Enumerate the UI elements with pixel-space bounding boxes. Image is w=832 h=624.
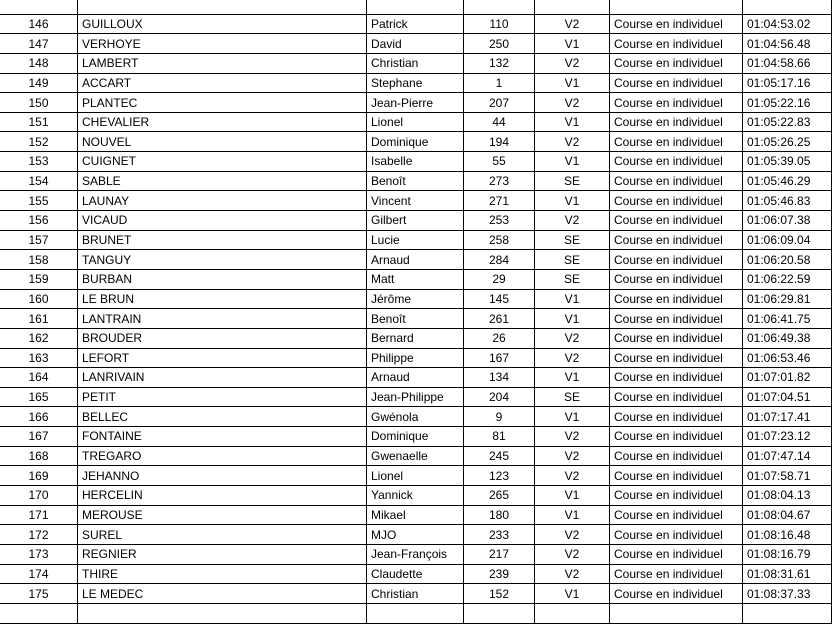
first-name-cell: Claudette bbox=[367, 564, 464, 584]
bib-number-cell: 44 bbox=[464, 112, 535, 132]
course-cell: Course en individuel bbox=[610, 466, 743, 486]
first-name-cell: Arnaud bbox=[367, 250, 464, 270]
category-cell: SE bbox=[535, 250, 610, 270]
last-name-cell: LAUNAY bbox=[78, 191, 367, 211]
last-name-cell: HERCELIN bbox=[78, 486, 367, 506]
category-cell: V2 bbox=[535, 53, 610, 73]
time-cell: 01:04:58.66 bbox=[743, 53, 832, 73]
last-name-cell: LE MEDEC bbox=[78, 584, 367, 604]
table-row bbox=[0, 14, 832, 34]
bib-number-cell: 284 bbox=[464, 250, 535, 270]
category-cell: V2 bbox=[535, 427, 610, 447]
time-cell: 01:08:16.79 bbox=[743, 544, 832, 564]
first-name-cell: Lionel bbox=[367, 466, 464, 486]
category-cell: V2 bbox=[535, 14, 610, 34]
table-row bbox=[0, 584, 832, 604]
category-cell: V2 bbox=[535, 132, 610, 152]
first-name-cell: Arnaud bbox=[367, 368, 464, 388]
last-name-cell: VERHOYE bbox=[78, 34, 367, 54]
first-name-cell: Philippe bbox=[367, 348, 464, 368]
category-cell: V1 bbox=[535, 289, 610, 309]
course-cell: Course en individuel bbox=[610, 309, 743, 329]
rank-cell: 170 bbox=[0, 486, 78, 506]
bib-number-cell: 132 bbox=[464, 53, 535, 73]
rank-cell: 164 bbox=[0, 368, 78, 388]
table-row bbox=[0, 525, 832, 545]
bib-number-cell: 81 bbox=[464, 427, 535, 447]
course-cell: Course en individuel bbox=[610, 14, 743, 34]
course-cell: Course en individuel bbox=[610, 407, 743, 427]
course-cell: Course en individuel bbox=[610, 525, 743, 545]
table-row bbox=[0, 112, 832, 132]
time-cell: 01:05:17.16 bbox=[743, 73, 832, 93]
time-cell: 01:07:23.12 bbox=[743, 427, 832, 447]
rank-cell: 152 bbox=[0, 132, 78, 152]
first-name-cell: Lucie bbox=[367, 230, 464, 250]
rank-cell: 149 bbox=[0, 73, 78, 93]
last-name-cell: REGNIER bbox=[78, 544, 367, 564]
category-cell: V2 bbox=[535, 348, 610, 368]
table-row bbox=[0, 93, 832, 113]
course-cell: Course en individuel bbox=[610, 328, 743, 348]
table-row bbox=[0, 544, 832, 564]
rank-cell: 174 bbox=[0, 564, 78, 584]
last-name-cell: BRUNET bbox=[78, 230, 367, 250]
first-name-cell: David bbox=[367, 34, 464, 54]
bib-number-cell: 250 bbox=[464, 34, 535, 54]
time-cell: 01:06:53.46 bbox=[743, 348, 832, 368]
rank-cell: 173 bbox=[0, 544, 78, 564]
course-cell bbox=[610, 0, 743, 14]
category-cell: SE bbox=[535, 171, 610, 191]
table-row bbox=[0, 564, 832, 584]
time-cell: 01:06:49.38 bbox=[743, 328, 832, 348]
rank-cell: 171 bbox=[0, 505, 78, 525]
bib-number-cell: 245 bbox=[464, 446, 535, 466]
course-cell: Course en individuel bbox=[610, 34, 743, 54]
first-name-cell: Isabelle bbox=[367, 152, 464, 172]
time-cell: 01:05:22.16 bbox=[743, 93, 832, 113]
bib-number-cell: 55 bbox=[464, 152, 535, 172]
bib-number-cell: 145 bbox=[464, 289, 535, 309]
time-cell: 01:04:56.48 bbox=[743, 34, 832, 54]
time-cell: 01:06:20.58 bbox=[743, 250, 832, 270]
course-cell: Course en individuel bbox=[610, 112, 743, 132]
first-name-cell: Matt bbox=[367, 269, 464, 289]
table-row bbox=[0, 0, 832, 14]
rank-cell: 151 bbox=[0, 112, 78, 132]
rank-cell: 175 bbox=[0, 584, 78, 604]
table-row bbox=[0, 53, 832, 73]
table-row bbox=[0, 387, 832, 407]
first-name-cell: Gwenaelle bbox=[367, 446, 464, 466]
rank-cell: 166 bbox=[0, 407, 78, 427]
category-cell: V2 bbox=[535, 446, 610, 466]
time-cell: 01:06:41.75 bbox=[743, 309, 832, 329]
first-name-cell: Benoît bbox=[367, 309, 464, 329]
first-name-cell: Jérôme bbox=[367, 289, 464, 309]
bib-number-cell: 261 bbox=[464, 309, 535, 329]
time-cell: 01:07:47.14 bbox=[743, 446, 832, 466]
time-cell: 01:07:01.82 bbox=[743, 368, 832, 388]
first-name-cell: Bernard bbox=[367, 328, 464, 348]
table-row bbox=[0, 269, 832, 289]
rank-cell: 169 bbox=[0, 466, 78, 486]
time-cell: 01:07:58.71 bbox=[743, 466, 832, 486]
rank-cell: 155 bbox=[0, 191, 78, 211]
table-row bbox=[0, 309, 832, 329]
table-row bbox=[0, 407, 832, 427]
table-row bbox=[0, 211, 832, 231]
category-cell: SE bbox=[535, 269, 610, 289]
first-name-cell bbox=[367, 603, 464, 623]
first-name-cell: Benoît bbox=[367, 171, 464, 191]
last-name-cell: GUILLOUX bbox=[78, 14, 367, 34]
category-cell: V1 bbox=[535, 505, 610, 525]
last-name-cell: MEROUSE bbox=[78, 505, 367, 525]
time-cell: 01:06:29.81 bbox=[743, 289, 832, 309]
category-cell: V1 bbox=[535, 112, 610, 132]
first-name-cell: MJO bbox=[367, 525, 464, 545]
bib-number-cell bbox=[464, 0, 535, 14]
table-row bbox=[0, 34, 832, 54]
last-name-cell: SABLE bbox=[78, 171, 367, 191]
bib-number-cell: 29 bbox=[464, 269, 535, 289]
last-name-cell: BURBAN bbox=[78, 269, 367, 289]
bib-number-cell: 180 bbox=[464, 505, 535, 525]
rank-cell: 153 bbox=[0, 152, 78, 172]
time-cell: 01:05:26.25 bbox=[743, 132, 832, 152]
rank-cell: 157 bbox=[0, 230, 78, 250]
bib-number-cell: 152 bbox=[464, 584, 535, 604]
category-cell: V2 bbox=[535, 544, 610, 564]
course-cell: Course en individuel bbox=[610, 191, 743, 211]
table-row bbox=[0, 603, 832, 623]
last-name-cell: CUIGNET bbox=[78, 152, 367, 172]
first-name-cell bbox=[367, 0, 464, 14]
bib-number-cell: 253 bbox=[464, 211, 535, 231]
first-name-cell: Gwénola bbox=[367, 407, 464, 427]
first-name-cell: Gilbert bbox=[367, 211, 464, 231]
table-row bbox=[0, 446, 832, 466]
time-cell: 01:05:46.29 bbox=[743, 171, 832, 191]
table-row bbox=[0, 289, 832, 309]
category-cell: SE bbox=[535, 230, 610, 250]
last-name-cell: JEHANNO bbox=[78, 466, 367, 486]
last-name-cell: TREGARO bbox=[78, 446, 367, 466]
time-cell: 01:08:04.13 bbox=[743, 486, 832, 506]
table-row bbox=[0, 486, 832, 506]
first-name-cell: Jean-François bbox=[367, 544, 464, 564]
first-name-cell: Yannick bbox=[367, 486, 464, 506]
category-cell: V1 bbox=[535, 368, 610, 388]
bib-number-cell: 204 bbox=[464, 387, 535, 407]
last-name-cell: FONTAINE bbox=[78, 427, 367, 447]
time-cell bbox=[743, 0, 832, 14]
category-cell: V1 bbox=[535, 73, 610, 93]
category-cell: V1 bbox=[535, 584, 610, 604]
bib-number-cell: 26 bbox=[464, 328, 535, 348]
last-name-cell: BROUDER bbox=[78, 328, 367, 348]
rank-cell: 158 bbox=[0, 250, 78, 270]
table-row bbox=[0, 132, 832, 152]
table-row bbox=[0, 348, 832, 368]
first-name-cell: Stephane bbox=[367, 73, 464, 93]
course-cell: Course en individuel bbox=[610, 230, 743, 250]
time-cell: 01:07:17.41 bbox=[743, 407, 832, 427]
time-cell: 01:06:22.59 bbox=[743, 269, 832, 289]
bib-number-cell: 239 bbox=[464, 564, 535, 584]
category-cell bbox=[535, 603, 610, 623]
bib-number-cell: 134 bbox=[464, 368, 535, 388]
course-cell: Course en individuel bbox=[610, 53, 743, 73]
course-cell: Course en individuel bbox=[610, 348, 743, 368]
course-cell: Course en individuel bbox=[610, 211, 743, 231]
last-name-cell: SUREL bbox=[78, 525, 367, 545]
table-row bbox=[0, 171, 832, 191]
last-name-cell: THIRE bbox=[78, 564, 367, 584]
rank-cell: 150 bbox=[0, 93, 78, 113]
table-row bbox=[0, 328, 832, 348]
rank-cell: 146 bbox=[0, 14, 78, 34]
last-name-cell bbox=[78, 0, 367, 14]
first-name-cell: Jean-Philippe bbox=[367, 387, 464, 407]
rank-cell: 156 bbox=[0, 211, 78, 231]
table-row bbox=[0, 505, 832, 525]
category-cell: V2 bbox=[535, 328, 610, 348]
course-cell: Course en individuel bbox=[610, 289, 743, 309]
time-cell bbox=[743, 603, 832, 623]
bib-number-cell: 233 bbox=[464, 525, 535, 545]
first-name-cell: Dominique bbox=[367, 132, 464, 152]
category-cell: V2 bbox=[535, 93, 610, 113]
time-cell: 01:08:16.48 bbox=[743, 525, 832, 545]
category-cell: SE bbox=[535, 387, 610, 407]
time-cell: 01:08:31.61 bbox=[743, 564, 832, 584]
rank-cell: 154 bbox=[0, 171, 78, 191]
bib-number-cell: 207 bbox=[464, 93, 535, 113]
first-name-cell: Mikael bbox=[367, 505, 464, 525]
table-row bbox=[0, 152, 832, 172]
category-cell: V1 bbox=[535, 486, 610, 506]
course-cell: Course en individuel bbox=[610, 486, 743, 506]
course-cell: Course en individuel bbox=[610, 152, 743, 172]
course-cell: Course en individuel bbox=[610, 564, 743, 584]
course-cell: Course en individuel bbox=[610, 171, 743, 191]
last-name-cell: LANTRAIN bbox=[78, 309, 367, 329]
table-row bbox=[0, 73, 832, 93]
bib-number-cell: 9 bbox=[464, 407, 535, 427]
last-name-cell: PLANTEC bbox=[78, 93, 367, 113]
table-row bbox=[0, 191, 832, 211]
rank-cell: 167 bbox=[0, 427, 78, 447]
table-row bbox=[0, 230, 832, 250]
category-cell: V2 bbox=[535, 211, 610, 231]
category-cell: V2 bbox=[535, 466, 610, 486]
rank-cell: 147 bbox=[0, 34, 78, 54]
course-cell: Course en individuel bbox=[610, 427, 743, 447]
table-row bbox=[0, 466, 832, 486]
last-name-cell: NOUVEL bbox=[78, 132, 367, 152]
time-cell: 01:06:07.38 bbox=[743, 211, 832, 231]
rank-cell: 168 bbox=[0, 446, 78, 466]
table-row bbox=[0, 368, 832, 388]
category-cell: V2 bbox=[535, 564, 610, 584]
course-cell: Course en individuel bbox=[610, 250, 743, 270]
category-cell: V1 bbox=[535, 309, 610, 329]
first-name-cell: Christian bbox=[367, 584, 464, 604]
bib-number-cell: 271 bbox=[464, 191, 535, 211]
last-name-cell bbox=[78, 603, 367, 623]
rank-cell: 165 bbox=[0, 387, 78, 407]
bib-number-cell: 217 bbox=[464, 544, 535, 564]
bib-number-cell: 110 bbox=[464, 14, 535, 34]
last-name-cell: TANGUY bbox=[78, 250, 367, 270]
rank-cell bbox=[0, 603, 78, 623]
course-cell: Course en individuel bbox=[610, 269, 743, 289]
course-cell: Course en individuel bbox=[610, 387, 743, 407]
course-cell: Course en individuel bbox=[610, 368, 743, 388]
table-row bbox=[0, 250, 832, 270]
rank-cell: 159 bbox=[0, 269, 78, 289]
bib-number-cell: 265 bbox=[464, 486, 535, 506]
last-name-cell: LEFORT bbox=[78, 348, 367, 368]
last-name-cell: BELLEC bbox=[78, 407, 367, 427]
last-name-cell: ACCART bbox=[78, 73, 367, 93]
course-cell: Course en individuel bbox=[610, 73, 743, 93]
time-cell: 01:07:04.51 bbox=[743, 387, 832, 407]
rank-cell bbox=[0, 0, 78, 14]
time-cell: 01:08:04.67 bbox=[743, 505, 832, 525]
bib-number-cell: 194 bbox=[464, 132, 535, 152]
rank-cell: 163 bbox=[0, 348, 78, 368]
category-cell: V1 bbox=[535, 191, 610, 211]
bib-number-cell: 258 bbox=[464, 230, 535, 250]
last-name-cell: LAMBERT bbox=[78, 53, 367, 73]
last-name-cell: VICAUD bbox=[78, 211, 367, 231]
category-cell: V1 bbox=[535, 407, 610, 427]
course-cell: Course en individuel bbox=[610, 505, 743, 525]
rank-cell: 148 bbox=[0, 53, 78, 73]
course-cell: Course en individuel bbox=[610, 584, 743, 604]
category-cell: V1 bbox=[535, 34, 610, 54]
course-cell: Course en individuel bbox=[610, 544, 743, 564]
first-name-cell: Dominique bbox=[367, 427, 464, 447]
time-cell: 01:05:46.83 bbox=[743, 191, 832, 211]
first-name-cell: Lionel bbox=[367, 112, 464, 132]
first-name-cell: Jean-Pierre bbox=[367, 93, 464, 113]
bib-number-cell: 1 bbox=[464, 73, 535, 93]
time-cell: 01:04:53.02 bbox=[743, 14, 832, 34]
last-name-cell: CHEVALIER bbox=[78, 112, 367, 132]
rank-cell: 162 bbox=[0, 328, 78, 348]
rank-cell: 172 bbox=[0, 525, 78, 545]
time-cell: 01:08:37.33 bbox=[743, 584, 832, 604]
category-cell: V2 bbox=[535, 525, 610, 545]
first-name-cell: Christian bbox=[367, 53, 464, 73]
time-cell: 01:05:22.83 bbox=[743, 112, 832, 132]
course-cell: Course en individuel bbox=[610, 132, 743, 152]
bib-number-cell: 123 bbox=[464, 466, 535, 486]
bib-number-cell: 273 bbox=[464, 171, 535, 191]
time-cell: 01:06:09.04 bbox=[743, 230, 832, 250]
rank-cell: 160 bbox=[0, 289, 78, 309]
rank-cell: 161 bbox=[0, 309, 78, 329]
course-cell: Course en individuel bbox=[610, 93, 743, 113]
last-name-cell: PETIT bbox=[78, 387, 367, 407]
last-name-cell: LE BRUN bbox=[78, 289, 367, 309]
first-name-cell: Patrick bbox=[367, 14, 464, 34]
category-cell bbox=[535, 0, 610, 14]
time-cell: 01:05:39.05 bbox=[743, 152, 832, 172]
course-cell bbox=[610, 603, 743, 623]
first-name-cell: Vincent bbox=[367, 191, 464, 211]
course-cell: Course en individuel bbox=[610, 446, 743, 466]
last-name-cell: LANRIVAIN bbox=[78, 368, 367, 388]
category-cell: V1 bbox=[535, 152, 610, 172]
bib-number-cell bbox=[464, 603, 535, 623]
table-row bbox=[0, 427, 832, 447]
bib-number-cell: 167 bbox=[464, 348, 535, 368]
